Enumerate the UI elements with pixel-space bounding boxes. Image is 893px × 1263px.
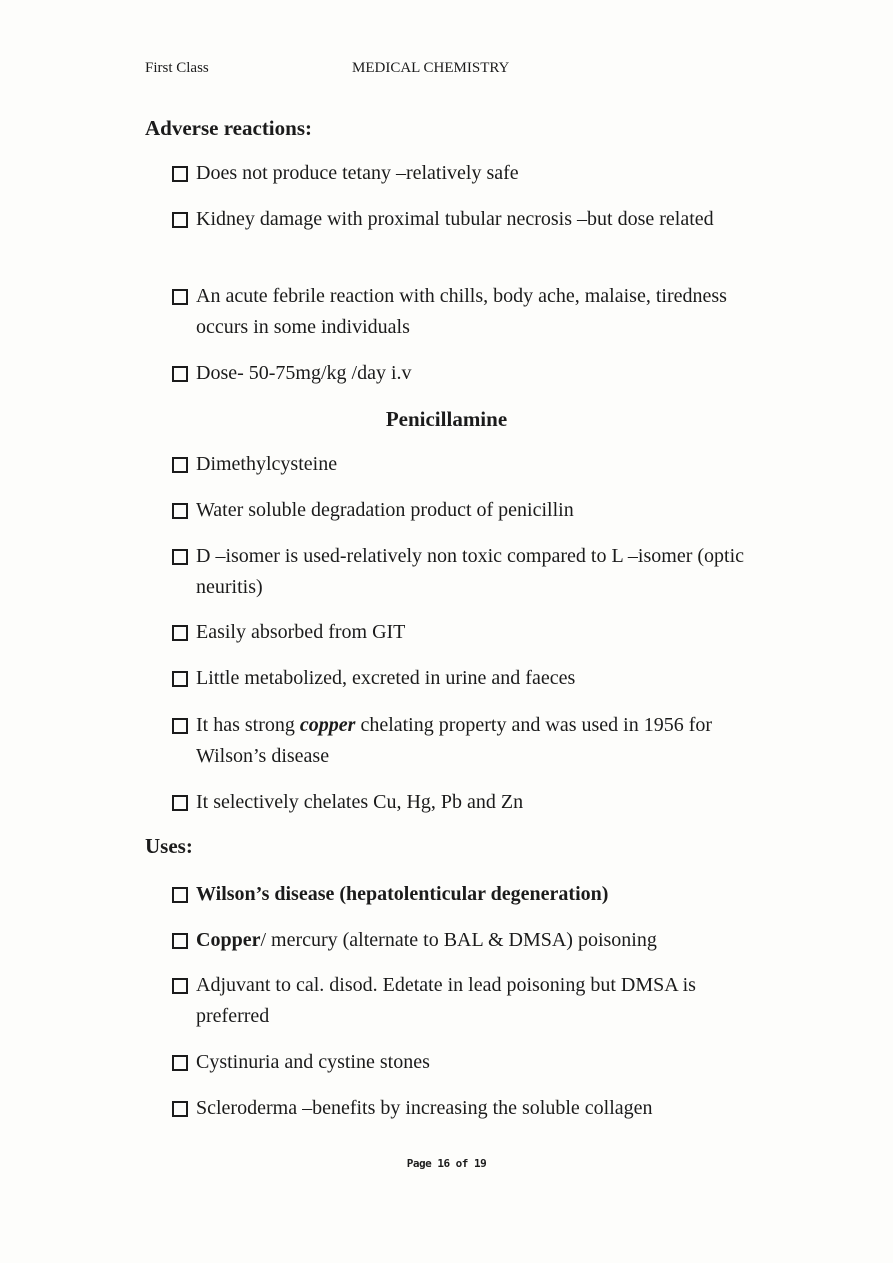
checkbox-bullet-icon bbox=[172, 978, 188, 994]
header-subject: MEDICAL CHEMISTRY bbox=[352, 60, 510, 76]
checkbox-bullet-icon bbox=[172, 166, 188, 182]
checkbox-bullet-icon bbox=[172, 671, 188, 687]
checkbox-bullet-icon bbox=[172, 1055, 188, 1071]
list-item: D –isomer is used-relatively non toxic compared to L –isomer (optic neuritis) bbox=[172, 541, 752, 603]
penicillamine-heading: Penicillamine bbox=[385, 407, 508, 431]
list-item: It selectively chelates Cu, Hg, Pb and Zn bbox=[172, 787, 752, 818]
list-item: Easily absorbed from GIT bbox=[172, 617, 752, 648]
list-item: Wilson’s disease (hepatolenticular degeneration) bbox=[172, 879, 752, 910]
list-item: Copper/ mercury (alternate to BAL & DMSA) poisoning bbox=[172, 925, 752, 956]
copper-emphasis: copper bbox=[299, 714, 356, 736]
checkbox-bullet-icon bbox=[172, 212, 188, 228]
checkbox-bullet-icon bbox=[172, 795, 188, 811]
adverse-heading: Adverse reactions: bbox=[145, 116, 312, 140]
list-item: Little metabolized, excreted in urine and faeces bbox=[172, 663, 752, 694]
checkbox-bullet-icon bbox=[172, 549, 188, 565]
page-number: Page 16 of 19 bbox=[406, 1157, 487, 1170]
list-item: Water soluble degradation product of penicillin bbox=[172, 495, 752, 526]
checkbox-bullet-icon bbox=[172, 933, 188, 949]
list-item: Does not produce tetany –relatively safe bbox=[172, 158, 752, 189]
checkbox-bullet-icon bbox=[172, 625, 188, 641]
list-item: It has strong copper chelating property and was used in 1956 for Wilson’s disease bbox=[172, 710, 752, 772]
checkbox-bullet-icon bbox=[172, 366, 188, 382]
checkbox-bullet-icon bbox=[172, 457, 188, 473]
checkbox-bullet-icon bbox=[172, 503, 188, 519]
checkbox-bullet-icon bbox=[172, 718, 188, 734]
list-item: Dose- 50-75mg/kg /day i.v bbox=[172, 358, 752, 389]
list-item: Dimethylcysteine bbox=[172, 449, 752, 480]
list-item: Cystinuria and cystine stones bbox=[172, 1047, 752, 1078]
list-item: Scleroderma –benefits by increasing the soluble collagen bbox=[172, 1093, 752, 1124]
uses-heading: Uses: bbox=[145, 834, 193, 858]
checkbox-bullet-icon bbox=[172, 289, 188, 305]
checkbox-bullet-icon bbox=[172, 1101, 188, 1117]
header-course: First Class bbox=[145, 60, 209, 76]
list-item: Kidney damage with proximal tubular necrosis –but dose related bbox=[172, 204, 752, 235]
list-item: Adjuvant to cal. disod. Edetate in lead poisoning but DMSA is preferred bbox=[172, 970, 752, 1032]
checkbox-bullet-icon bbox=[172, 887, 188, 903]
list-item: An acute febrile reaction with chills, body ache, malaise, tiredness occurs in some individuals bbox=[172, 281, 752, 343]
